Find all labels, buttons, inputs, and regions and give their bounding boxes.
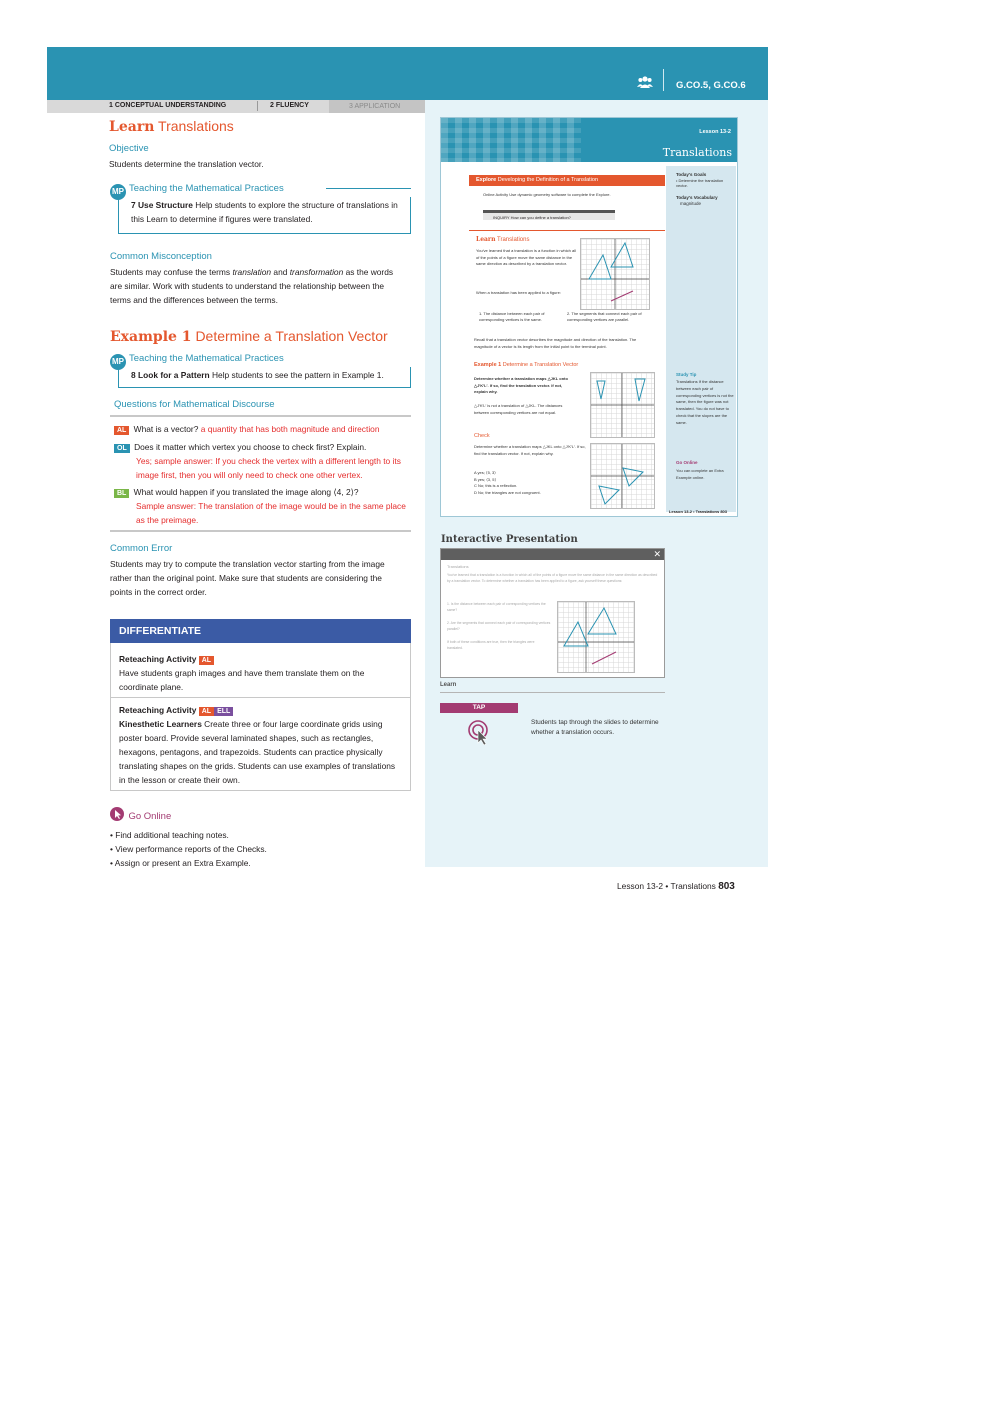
discourse-item-ol [114,440,410,482]
thumbnail-title: Translations [662,146,732,159]
goals-head: Today's Goals [676,172,707,177]
tap-label: TAP [440,703,518,713]
misconception-heading: Common Misconception [110,251,212,262]
student-page-thumbnail[interactable] [440,117,738,517]
tab-application[interactable]: 3 APPLICATION [329,100,425,113]
mp-text: Help students to see the pattern in Example 1. [209,370,384,380]
slide-paragraph: You've learned that a translation is a function in which all of the points of a figure move the same distance in the same direction as described by a translation vector. To determine whether a translation has been applied to a figure, ask yourself these questions: [447,573,658,583]
mp-strong: 7 Use Structure [131,200,193,210]
discourse-question: Does it matter which vertex you choose to check first? Explain. [134,442,367,452]
misconception-text: Students may confuse the terms translation and transformation as the words are similar. Work with students to understand the relationship between the terms and the differences between the terms. [110,267,394,305]
thumb-check-choices: A yes; ⟨5, 3⟩ B yes; ⟨3, 5⟩ C No; this is a reflection. D No; the triangles are not congruent. [474,470,541,495]
slide-question-2: 2. Are the segments that connect each pair of corresponding vertices parallel? [447,621,551,631]
slide-question-1: 1. Is the distance between each pair of corresponding vertices the same? [447,602,546,612]
tap-text: Students tap through the slides to determine whether a translation occurs. [531,719,659,736]
header-divider [663,69,664,91]
explore-bar: Explore Developing the Definition of a Translation [469,175,665,186]
tag-bl: BL [114,489,129,498]
thumb-footer: Lesson 13-2 • Translations 803 [668,509,727,514]
thumb-recall: Recall that a translation vector describes the magnitude and direction of the translation. The magnitude of a vector is its length from the initial point to the terminal point. [474,337,637,349]
tag-al: AL [114,426,129,435]
learn-heading [109,118,234,135]
discourse-answer: Sample answer: The translation of the image would be in the same place as the preimage. [136,501,406,525]
vocab-head: Today's Vocabulary [676,195,718,200]
mp-heading: Teaching the Mathematical Practices [129,183,284,194]
tag-al: AL [199,707,214,716]
thumb-go-online-text: You can complete an Extra Example online. [676,468,724,480]
common-error-heading: Common Error [110,543,173,554]
list-item: • Assign or present an Extra Example. [110,858,251,868]
tab-conceptual[interactable]: 1 CONCEPTUAL UNDERSTANDING [109,102,227,109]
tag-ell: ELL [214,707,233,716]
activity1-title: Reteaching Activity [119,654,197,664]
activity2-strong: Kinesthetic Learners [119,719,202,729]
discourse-question: What is a vector? [133,424,201,434]
thumbnail-lesson-label: Lesson 13-2 [699,129,731,135]
thumbnail-sidebar [666,166,736,512]
example1-title: Determine a Translation Vector [195,328,388,344]
objective-label: Objective [109,143,149,154]
thumb-rule [469,230,665,231]
go-online-title: Go Online [128,811,172,822]
tap-icon [467,719,493,750]
list-item: • Find additional teaching notes. [110,830,229,840]
study-tip-text: Translations If the distance between each pair of corresponding vertices is not the same, then the figure was not translated. You do not have to check that the slopes are the same. [676,379,734,425]
slide-graph [557,601,635,673]
discourse-heading: Questions for Mathematical Discourse [114,399,275,410]
thumb-example-answer: △J′K′L′ is not a translation of △JKL. The distances between corresponding vertices are not equal. [474,403,563,415]
vocab-item: magnitude [680,201,702,206]
learn-word: Learn [109,119,155,135]
mp-icon: MP [110,354,126,370]
activity1-text: Have students graph images and have them translate them on the coordinate plane. [119,668,365,692]
lesson-tabs [47,100,425,113]
close-icon[interactable]: ✕ [653,549,661,559]
slide-question-3: If both of these conditions are true, then the triangles were translated. [447,640,535,650]
thumbnail-header [441,118,737,162]
standards-code: G.CO.5, G.CO.6 [676,80,746,91]
objective-text: Students determine the translation vector. [109,159,264,169]
discourse-answer: Yes; sample answer: If you check the vertex with a different length to its image first, then you will only need to check one other vertex. [136,456,401,480]
goals-item: • Determine the translation vector. [676,178,724,188]
thumb-learn-heading: Learn Translations [476,236,530,243]
discourse-answer: a quantity that has both magnitude and direction [200,424,380,434]
group-people-icon [637,75,653,94]
discourse-question: What would happen if you translated the image along ⟨4, 2⟩? [133,487,359,497]
thumb-check-head: Check [474,433,490,439]
mp-strong: 8 Look for a Pattern [131,370,210,380]
footer-title: • Translations [663,881,719,891]
common-error-text: Students may try to compute the translation vector starting from the image rather than the original point. Make sure that students are considering the points in the correct order. [110,559,385,597]
go-online-heading [110,807,171,826]
page-footer [617,881,735,892]
discourse-rule-bottom [110,530,411,532]
interactive-heading: Interactive Presentation [441,534,578,545]
interactive-caption: Learn [440,682,457,688]
differentiate-box [110,643,411,791]
activity2-title: Reteaching Activity [119,705,197,715]
header-bar [47,47,768,100]
mp-body [118,367,411,388]
slide-title: Translations [447,564,469,569]
thumb-learn-p1: You've learned that a translation is a function in which all of the points of a figure move the same distance in the same direction as described by a translation vector. [476,248,577,266]
inquiry-bar: INQUIRY How can you define a translation? [483,210,615,220]
online-activity: Online Activity Use dynamic geometry software to complete the Explore. [483,192,611,197]
tab-fluency[interactable]: 2 FLUENCY [270,102,309,109]
mp-body [118,197,411,234]
interactive-slide[interactable] [440,548,665,678]
discourse-rule [110,415,411,417]
study-tip-head: Study Tip [676,372,697,377]
thumb-graph-3 [590,443,655,509]
example1-word: Example 1 [110,329,192,345]
thumb-learn-l2: 2. The segments that connect each pair of corresponding vertices are parallel. [567,311,642,322]
discourse-item-al [114,422,410,436]
go-online-list [110,828,267,870]
mp-text: Help students to explore the structure of translations in this Learn to determine if figures were translated. [131,200,398,224]
tag-ol: OL [114,444,130,453]
header-mosaic [441,118,581,162]
thumb-check-question: Determine whether a translation maps △JKL onto △J′K′L′. If so, find the translation vector. If not, explain why. [474,444,586,456]
slide-titlebar [441,549,664,560]
go-online-icon [110,807,124,826]
differentiate-heading: DIFFERENTIATE [110,619,411,643]
thumb-go-online-head: Go Online [676,460,698,465]
mp-box-learn [110,181,411,234]
mp-icon: MP [110,184,126,200]
discourse-item-bl [114,485,410,527]
thumb-graph-1 [580,238,650,310]
tag-al: AL [199,656,214,665]
thumb-example-heading: Example 1 Determine a Translation Vector [474,362,579,368]
differentiate-divider [111,697,410,698]
interactive-rule [440,692,665,693]
page-number: 803 [718,881,735,892]
activity2-text: Create three or four large coordinate grids using poster board. Provide several laminated shapes, such as rectangles, hexagons, pentagons, and trapezoids. Students can practice physically translating shapes on the grids. Students can use examples of translations in the lesson or create their own. [119,719,396,785]
thumb-learn-l1: 1. The distance between each pair of corresponding vertices is the same. [479,311,545,322]
tab-divider [257,101,258,111]
mp-heading: Teaching the Mathematical Practices [129,353,284,364]
footer-lesson: Lesson 13-2 [617,881,664,891]
thumb-learn-p2: When a translation has been applied to a figure: [476,290,561,295]
mp-box-example [110,351,411,388]
list-item: • View performance reports of the Checks. [110,844,267,854]
mp-rule [326,188,411,189]
thumb-example-question: Determine whether a translation maps △JKL onto △J′K′L′. If so, find the translation vector. If not, explain why. [474,376,568,394]
learn-title: Translations [158,118,234,134]
example1-heading [110,328,388,345]
thumb-graph-2 [590,372,655,438]
